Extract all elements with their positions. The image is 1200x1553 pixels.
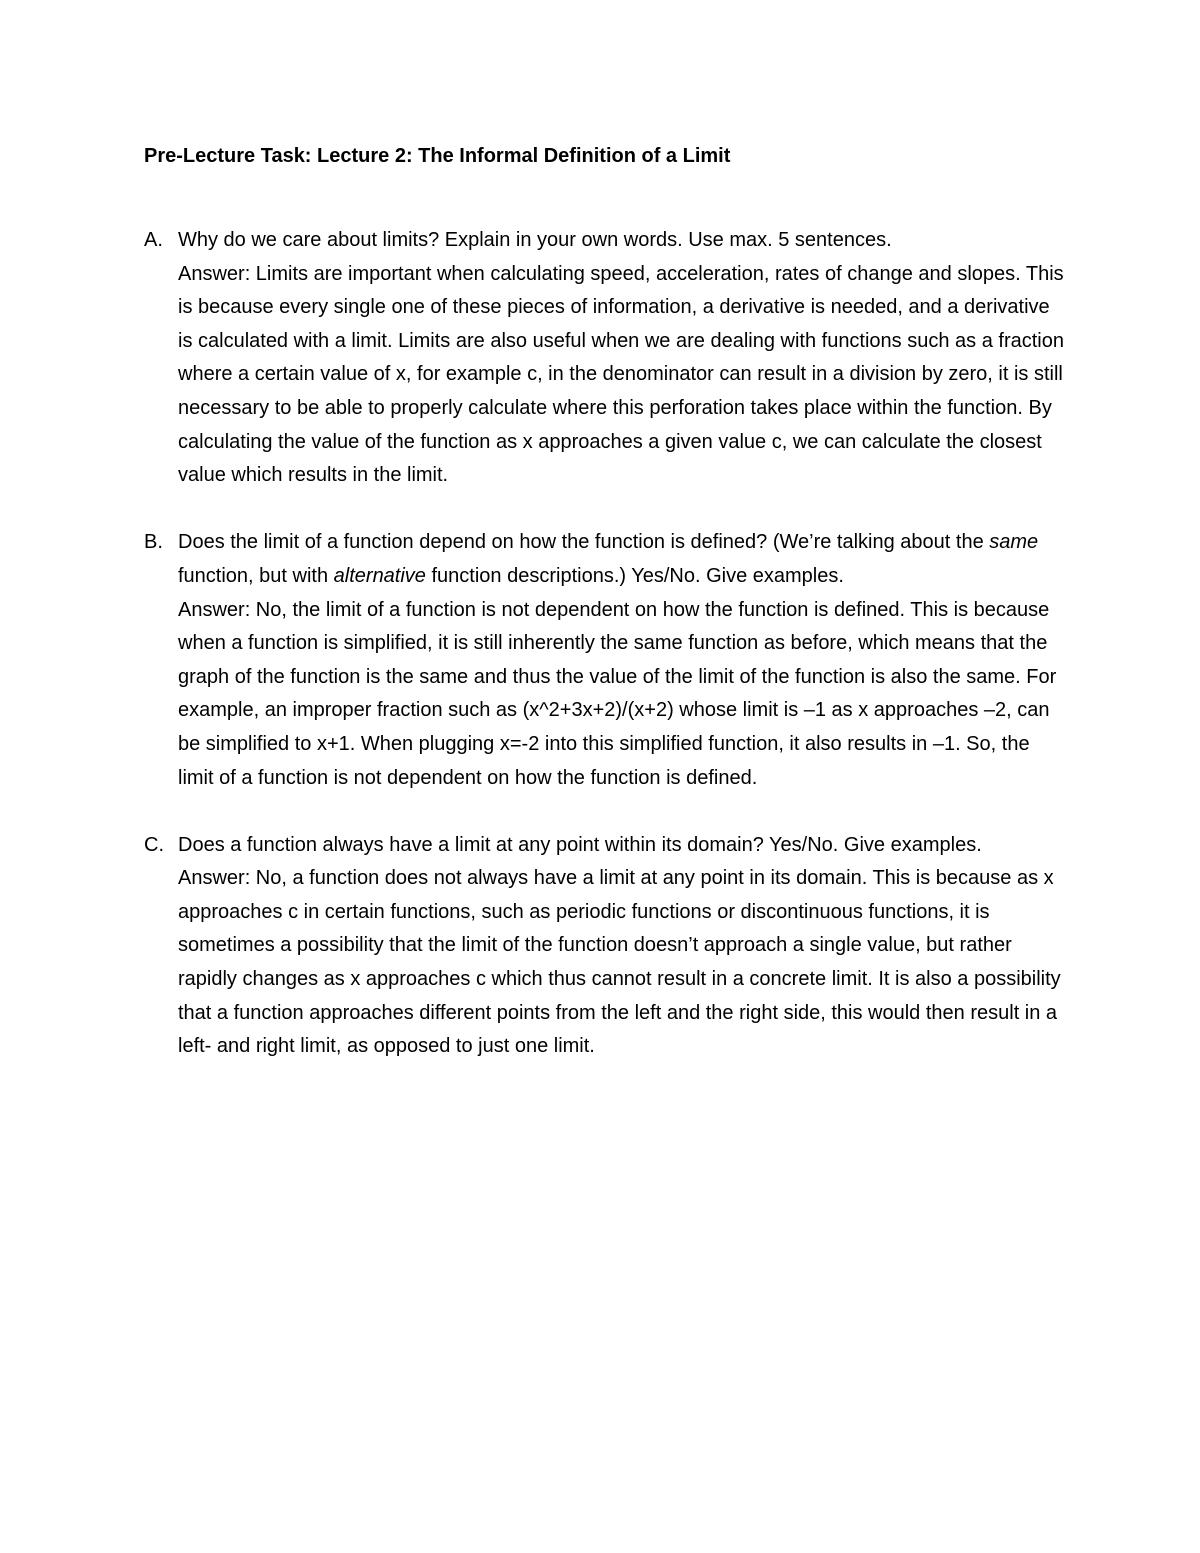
question-text <box>178 526 1064 593</box>
question-text: Why do we care about limits? Explain in your own words. Use max. 5 sentences. <box>178 229 892 251</box>
emphasis-alternative: alternative <box>333 564 426 587</box>
question-item-a <box>144 224 1064 493</box>
item-marker: C. <box>144 833 164 856</box>
question-item-c <box>144 829 1064 1064</box>
emphasis-same: same <box>989 531 1039 554</box>
question-item-b <box>144 526 1064 795</box>
question-list <box>144 224 1064 1097</box>
question-text-part: Does the limit of a function depend on how the function is defined? (We’re talking about the <box>178 531 990 554</box>
item-marker: A. <box>144 229 163 251</box>
answer-text: Answer: Limits are important when calculating speed, acceleration, rates of change and slopes. This is because every single one of these pieces of information, a derivative is needed, and a derivative is calculated with a limit. Limits are also useful when we are dealing with functions such as a fraction where a certain value of x, for example c, in the denominator can result in a division by zero, it is still necessary to be able to properly calculate where this perforation takes place within the function. By calculating the value of the function as x approaches a given value c, we can calculate the closest value which results in the limit. <box>178 262 1064 487</box>
question-text-part: function descriptions.) Yes/No. Give examples. <box>425 564 844 587</box>
question-text: Does a function always have a limit at any point within its domain? Yes/No. Give examples. <box>178 833 982 856</box>
answer-text: Answer: No, a function does not always have a limit at any point in its domain. This is because as x approaches c in certain functions, such as periodic functions or discontinuous functions, it is sometimes a possibility that the limit of the function doesn’t approach a single value, but rather rapidly changes as x approaches c which thus cannot result in a concrete limit. It is also a possibility that a function approaches different points from the left and the right side, this would then result in a left- and right limit, as opposed to just one limit. <box>178 867 1061 1058</box>
question-text-part: function, but with <box>178 564 334 587</box>
answer-text: Answer: No, the limit of a function is not dependent on how the function is defined. This is because when a function is simplified, it is still inherently the same function as before, which means that the graph of the function is the same and thus the value of the limit of the function is also the same. For example, an improper fraction such as (x^2+3x+2)/(x+2) whose limit is –1 as x approaches –2, can be simplified to x+1. When plugging x=-2 into this simplified function, it also results in –1. So, the limit of a function is not dependent on how the function is defined. <box>178 598 1057 789</box>
item-marker: B. <box>144 531 163 554</box>
document-title: Pre-Lecture Task: Lecture 2: The Informal Definition of a Limit <box>144 145 731 167</box>
